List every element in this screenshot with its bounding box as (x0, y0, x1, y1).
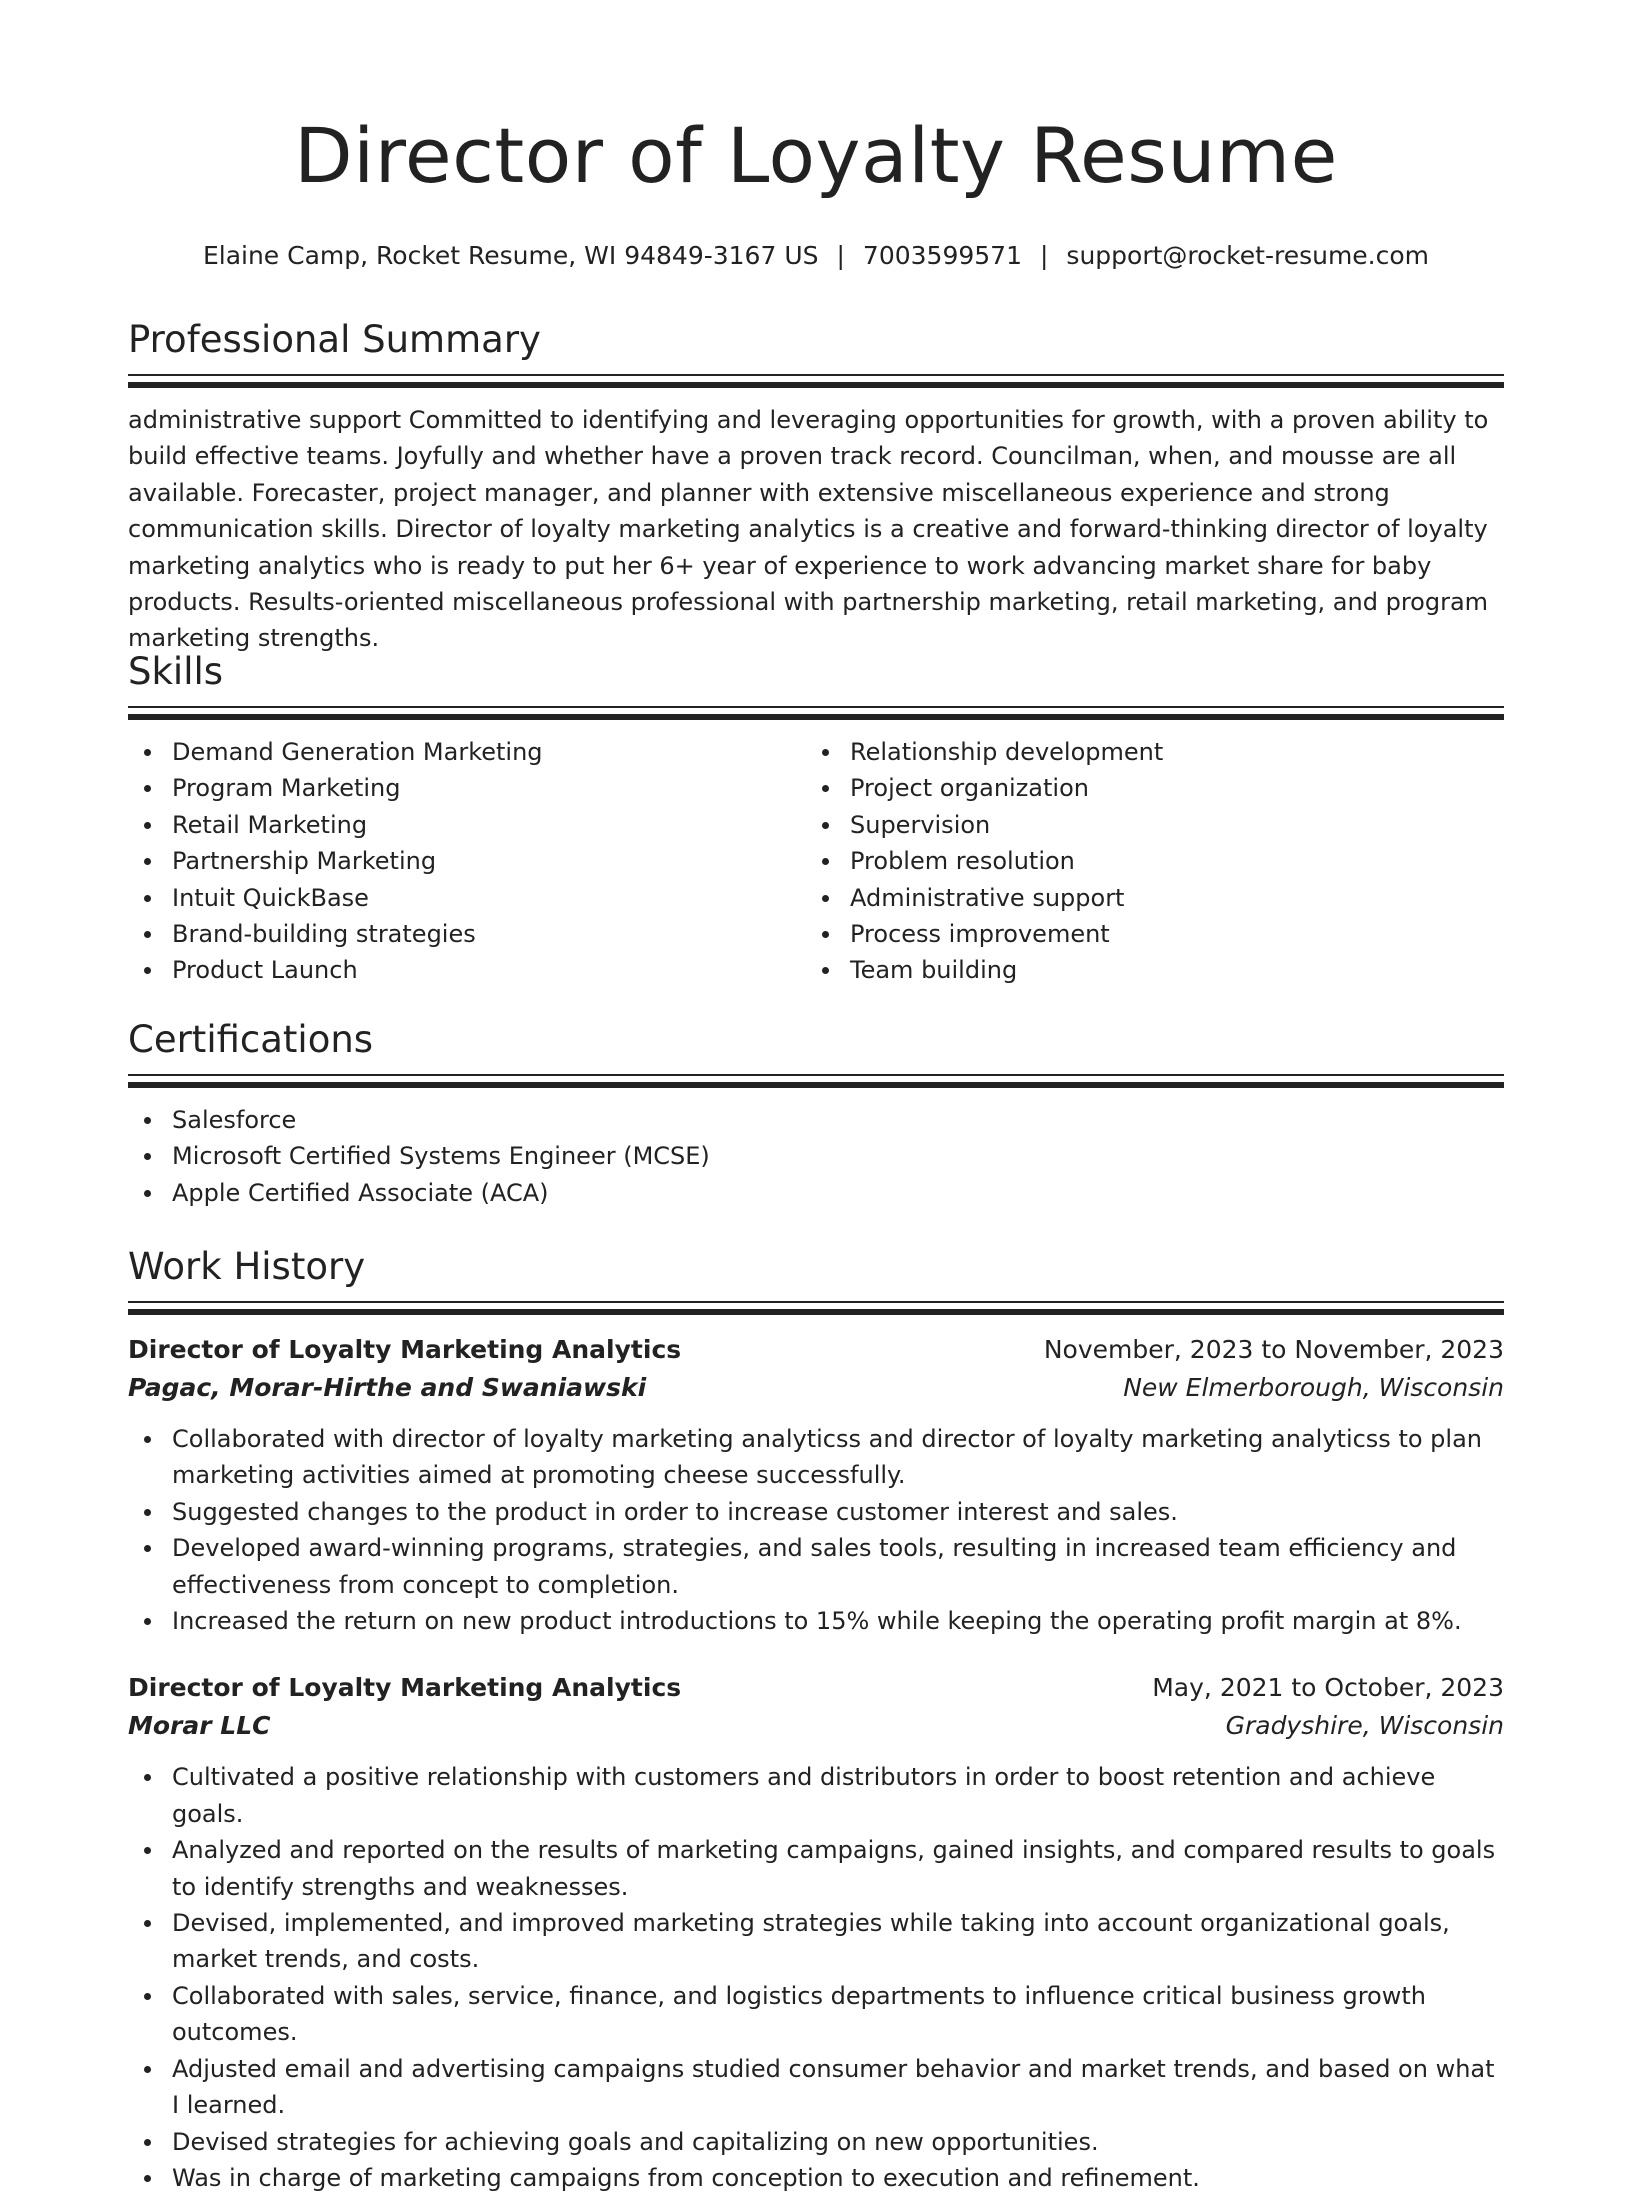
contact-line (128, 241, 1504, 271)
job-title: Director of Loyalty Marketing Analytics (128, 1335, 682, 1364)
job-entry (128, 1669, 1504, 2196)
certifications-section (128, 1018, 1504, 1211)
skill-item: Product Launch (128, 952, 806, 988)
job-bullet: Was in charge of marketing campaigns from conception to execution and refinement. (128, 2160, 1504, 2196)
job-bullet: Cultivated a positive relationship with customers and distributors in order to boost retention and achieve goals. (128, 1759, 1504, 1832)
skill-item: Brand-building strategies (128, 916, 806, 952)
job-bullet: Analyzed and reported on the results of marketing campaigns, gained insights, and compared results to goals to identify strengths and weaknesses. (128, 1832, 1504, 1905)
skills-section (128, 650, 1504, 989)
skill-item: Intuit QuickBase (128, 880, 806, 916)
job-bullet: Devised strategies for achieving goals and capitalizing on new opportunities. (128, 2124, 1504, 2160)
contact-separator: | (1039, 241, 1049, 270)
contact-email: support@rocket-resume.com (1066, 241, 1430, 270)
skills-columns (128, 734, 1504, 989)
summary-text: administrative support Committed to identifying and leveraging opportunities for growth, with a proven ability to build effective teams. Joyfully and whether have a proven track record. Councilman, when, and mousse are all available. Forecaster, project manager, and planner with extensive miscellaneous experience and strong communication skills. Director of loyalty marketing analytics is a creative and forward-thinking director of loyalty marketing analytics who is ready to put her 6+ year of experience to work advancing market share for baby products. Results-oriented miscellaneous professional with partnership marketing, retail marketing, and program marketing strengths. (128, 406, 1489, 653)
job-location: Gradyshire, Wisconsin (1225, 1711, 1504, 1741)
job-bullet: Adjusted email and advertising campaigns studied consumer behavior and market trends, and based on what I learned. (128, 2051, 1504, 2124)
job-bullet-list (128, 1759, 1504, 2196)
skill-item: Partnership Marketing (128, 843, 806, 879)
skills-left-list (128, 734, 806, 989)
skill-item: Process improvement (806, 916, 1484, 952)
skills-heading: Skills (128, 650, 224, 693)
job-bullet-list (128, 1421, 1504, 1639)
job-location: New Elmerborough, Wisconsin (1123, 1373, 1504, 1402)
job-subheader (128, 1369, 1504, 1407)
skill-item: Relationship development (806, 734, 1484, 770)
certification-item: Salesforce (128, 1102, 1504, 1138)
job-bullet: Developed award-winning programs, strategies, and sales tools, resulting in increased team efficiency and effectiveness from concept to completion. (128, 1530, 1504, 1603)
section-divider (128, 374, 1504, 388)
job-company: Pagac, Morar-Hirthe and Swaniawski (128, 1373, 647, 1402)
skill-item: Program Marketing (128, 770, 806, 806)
contact-address: Elaine Camp, Rocket Resume, WI 94849-3167 US (202, 241, 819, 270)
certifications-list (128, 1102, 1504, 1211)
skill-item: Problem resolution (806, 843, 1484, 879)
section-divider (128, 706, 1504, 720)
job-dates: November, 2023 to November, 2023 (1043, 1335, 1504, 1364)
summary-heading: Professional Summary (128, 318, 541, 361)
certification-item: Apple Certified Associate (ACA) (128, 1175, 1504, 1211)
skill-item: Supervision (806, 807, 1484, 843)
job-header (128, 1669, 1504, 1707)
skills-right-list (806, 734, 1484, 989)
contact-phone: 7003599571 (862, 241, 1022, 270)
job-bullet: Collaborated with sales, service, finance, and logistics departments to influence critical business growth outcomes. (128, 1978, 1504, 2051)
summary-section (128, 318, 1504, 657)
certification-item: Microsoft Certified Systems Engineer (MCSE) (128, 1138, 1504, 1174)
job-entry (128, 1331, 1504, 1639)
job-bullet: Devised, implemented, and improved marketing strategies while taking into account organizational goals, market trends, and costs. (128, 1905, 1504, 1978)
page-title: Director of Loyalty Resume (294, 111, 1338, 200)
section-divider (128, 1074, 1504, 1088)
job-company: Morar LLC (128, 1711, 271, 1741)
job-title: Director of Loyalty Marketing Analytics (128, 1673, 682, 1703)
skill-item: Administrative support (806, 880, 1484, 916)
skill-item: Demand Generation Marketing (128, 734, 806, 770)
job-subheader (128, 1707, 1504, 1745)
skill-item: Project organization (806, 770, 1484, 806)
job-header (128, 1331, 1504, 1369)
skill-item: Retail Marketing (128, 807, 806, 843)
section-divider (128, 1301, 1504, 1315)
certifications-heading: Certifications (128, 1018, 374, 1061)
skill-item: Team building (806, 952, 1484, 988)
job-bullet: Suggested changes to the product in order to increase customer interest and sales. (128, 1494, 1504, 1530)
contact-separator: | (836, 241, 845, 270)
job-bullet: Increased the return on new product introductions to 15% while keeping the operating profit margin at 8%. (128, 1603, 1504, 1639)
work-history-heading: Work History (128, 1245, 366, 1288)
job-bullet: Collaborated with director of loyalty marketing analyticss and director of loyalty marketing analyticss to plan marketing activities aimed at promoting cheese successfully. (128, 1421, 1504, 1494)
job-dates: May, 2021 to October, 2023 (1152, 1673, 1504, 1703)
work-history-section (128, 1245, 1504, 2196)
